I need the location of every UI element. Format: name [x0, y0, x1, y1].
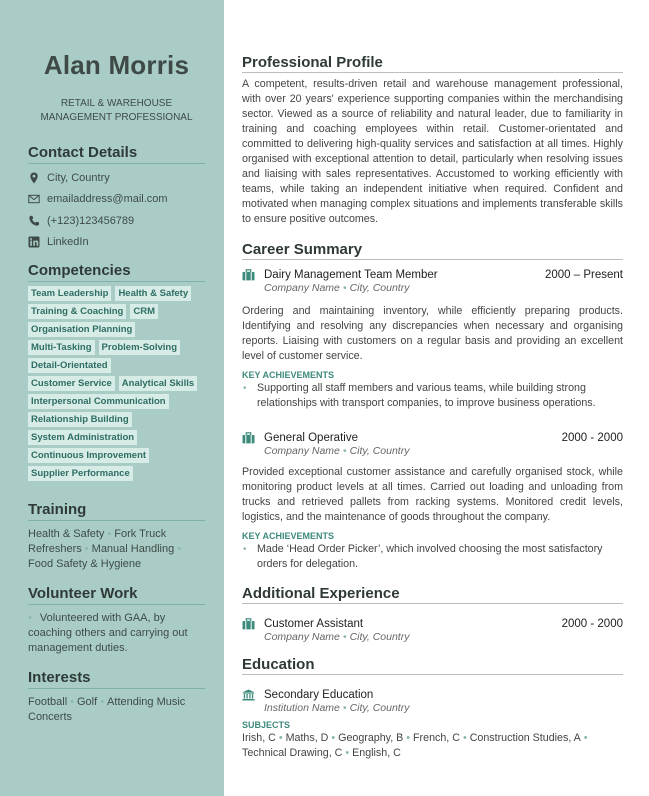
- competency-tag: System Administration: [28, 430, 137, 445]
- competency-tag: Supplier Performance: [28, 466, 133, 481]
- linkedin-text[interactable]: LinkedIn: [47, 236, 89, 249]
- company-name: Company Name: [264, 445, 340, 457]
- interest-item: Concerts: [28, 711, 73, 723]
- training-list: [28, 527, 205, 572]
- separator-dot: •: [342, 702, 347, 714]
- competency-tag: CRM: [130, 304, 158, 319]
- key-achievements-label: KEY ACHIEVEMENTS: [242, 531, 335, 541]
- institution-location: City, Country: [349, 702, 410, 714]
- separator-dot: •: [406, 732, 411, 744]
- contact-email[interactable]: [28, 189, 205, 211]
- separator-dot: •: [342, 445, 347, 457]
- subject-item: Geography, B: [338, 732, 404, 744]
- competency-tag: Relationship Building: [28, 412, 132, 427]
- company-location: City, Country: [349, 282, 410, 294]
- contact-linkedin[interactable]: [28, 232, 205, 254]
- contact-location: [28, 167, 205, 189]
- company-line: [264, 445, 623, 457]
- candidate-name: Alan Morris: [43, 50, 190, 80]
- job-dates: 2000 - 2000: [561, 618, 623, 630]
- competencies-heading: Competencies: [28, 262, 205, 282]
- briefcase-icon: [242, 269, 255, 281]
- job-title: Dairy Management Team Member: [264, 269, 438, 281]
- competency-tag: Organisation Planning: [28, 322, 135, 337]
- training-item: Refreshers: [28, 543, 82, 555]
- career-section: [242, 241, 623, 572]
- linkedin-icon: [28, 236, 40, 248]
- career-heading: Career Summary: [242, 241, 623, 260]
- competency-tag: Customer Service: [28, 376, 115, 391]
- subject-item: French, C: [413, 732, 460, 744]
- subjects-list: [242, 731, 623, 761]
- interest-item: Attending Music: [107, 696, 186, 708]
- company-line: [264, 631, 623, 643]
- competency-tags: [28, 286, 205, 484]
- contact-phone[interactable]: [28, 210, 205, 232]
- institution-name: Institution Name: [264, 702, 340, 714]
- company-location: City, Country: [349, 445, 410, 457]
- profile-text: A competent, results-driven retail and warehouse management professional, with over 20 years' experience supporting companies within the merchandising sector. Viewed as a source of reliability and natural leader, due to familiarity in training and coaching employees within retail. Customer-orientated and committed to delivering high-quality services and satisfaction at all times. Highly organised with exceptional attention to detail, particularly when resolving issues and liaising with sales representatives. Accustomed to working efficiently with teams, while taking an independent initiative when required. Confident and motivated when managing complex situations and implements transferable skills to ensure positive outcomes.: [242, 78, 623, 225]
- qualification: Secondary Education: [264, 689, 374, 701]
- training-item: Fork Truck: [114, 528, 167, 540]
- company-line: [264, 282, 623, 294]
- competency-tag: Continuous Improvement: [28, 448, 149, 463]
- contact-heading: Contact Details: [28, 144, 205, 164]
- training-heading: Training: [28, 501, 205, 521]
- profile-section: [242, 54, 623, 227]
- competency-tag: Analytical Skills: [119, 376, 197, 391]
- achievement-item: [242, 381, 623, 411]
- job-title: Customer Assistant: [264, 618, 364, 630]
- subject-item: Maths, D: [285, 732, 329, 744]
- candidate-title: [28, 97, 205, 125]
- key-achievements-label: KEY ACHIEVEMENTS: [242, 370, 335, 380]
- company-location: City, Country: [349, 631, 410, 643]
- separator-dot: •: [84, 543, 89, 555]
- job-dates: 2000 – Present: [544, 269, 623, 281]
- separator-dot: •: [107, 528, 112, 540]
- job-dates: 2000 - 2000: [561, 432, 623, 444]
- achievement-text: Supporting all staff members and various teams, while building strong relationships with transport companies, to improve business operations.: [257, 382, 596, 409]
- job-header: [242, 618, 623, 630]
- separator-dot: •: [342, 282, 347, 294]
- location-pin-icon: [28, 172, 40, 184]
- additional-experience-section: [242, 585, 623, 643]
- separator-dot: •: [278, 732, 283, 744]
- briefcase-icon: [242, 432, 255, 444]
- job-title: General Operative: [264, 432, 358, 444]
- separator-dot: •: [345, 747, 350, 759]
- interests-list: [28, 695, 205, 725]
- achievement-text: Made ‘Head Order Picker’, which involved choosing the most satisfactory orders for delegation.: [257, 543, 603, 570]
- interest-item: Golf: [77, 696, 98, 708]
- subjects-label: SUBJECTS: [242, 720, 291, 730]
- separator-dot: •: [342, 631, 347, 643]
- achievement-item: [242, 542, 623, 572]
- sidebar: [0, 0, 224, 796]
- title-line-1: RETAIL & WAREHOUSE: [60, 98, 173, 109]
- bullet-dot: •: [243, 544, 247, 555]
- job-header: [242, 432, 623, 444]
- job-entry: [242, 269, 623, 411]
- company-name: Company Name: [264, 282, 340, 294]
- contact-section: [28, 144, 205, 253]
- profile-heading: Professional Profile: [242, 54, 623, 73]
- competency-tag: Team Leadership: [28, 286, 111, 301]
- title-line-2: MANAGEMENT PROFESSIONAL: [40, 112, 193, 123]
- training-section: [28, 501, 205, 572]
- competency-tag: Interpersonal Communication: [28, 394, 169, 409]
- competency-tag: Multi-Tasking: [28, 340, 95, 355]
- briefcase-icon: [242, 618, 255, 630]
- competency-tag: Health & Safety: [115, 286, 191, 301]
- job-entry: [242, 432, 623, 572]
- interest-item: Football: [28, 696, 68, 708]
- separator-dot: •: [177, 543, 182, 555]
- main-content: [242, 0, 623, 761]
- bullet-dot: •: [243, 383, 247, 394]
- training-item: Health & Safety: [28, 528, 105, 540]
- subject-item: Technical Drawing, C: [242, 747, 343, 759]
- phone-icon: [28, 215, 40, 227]
- location-text: City, Country: [47, 171, 110, 184]
- competencies-section: [28, 262, 205, 484]
- competency-tag: Detail-Orientated: [28, 358, 111, 373]
- education-header: [242, 689, 623, 701]
- competency-tag: Training & Coaching: [28, 304, 126, 319]
- institution-icon: [242, 689, 255, 701]
- education-section: [242, 656, 623, 761]
- separator-dot: •: [70, 696, 74, 708]
- job-description: Ordering and maintaining inventory, while efficiently preparing products. Identifying and resolving any discrepancies when necessary and organising reports. Liaising with customers on a regular basis and providing an excellent level of customer service.: [242, 305, 623, 362]
- separator-dot: •: [331, 732, 336, 744]
- subject-item: English, C: [352, 747, 401, 759]
- bullet-dot: •: [28, 612, 32, 624]
- subject-item: Irish, C: [242, 732, 276, 744]
- education-heading: Education: [242, 656, 623, 675]
- institution-line: [264, 702, 623, 714]
- volunteer-text: Volunteered with GAA, by coaching others and carrying out management duties.: [28, 612, 188, 654]
- additional-heading: Additional Experience: [242, 585, 623, 604]
- interests-heading: Interests: [28, 669, 205, 689]
- email-text[interactable]: emailaddress@mail.com: [47, 193, 168, 206]
- volunteer-entry: [28, 611, 205, 656]
- phone-text[interactable]: (+123)123456789: [47, 214, 135, 227]
- job-header: [242, 269, 623, 281]
- job-description: Provided exceptional customer assistance and carefully organised stock, while monitoring product levels at all times. Carried out loading and unloading from trucks and retrieved pallets from racking systems. Monitored credit levels, logistics, and the maintenance of goods throughout the company.: [242, 466, 623, 523]
- separator-dot: •: [583, 732, 588, 744]
- volunteer-heading: Volunteer Work: [28, 585, 205, 605]
- subject-item: Construction Studies, A: [469, 732, 581, 744]
- competency-tag: Problem-Solving: [99, 340, 180, 355]
- envelope-icon: [28, 193, 40, 205]
- interests-section: [28, 669, 205, 725]
- training-item: Food Safety & Hygiene: [28, 558, 142, 570]
- volunteer-section: [28, 585, 205, 656]
- separator-dot: •: [100, 696, 105, 708]
- training-item: Manual Handling: [91, 543, 175, 555]
- company-name: Company Name: [264, 631, 340, 643]
- separator-dot: •: [462, 732, 467, 744]
